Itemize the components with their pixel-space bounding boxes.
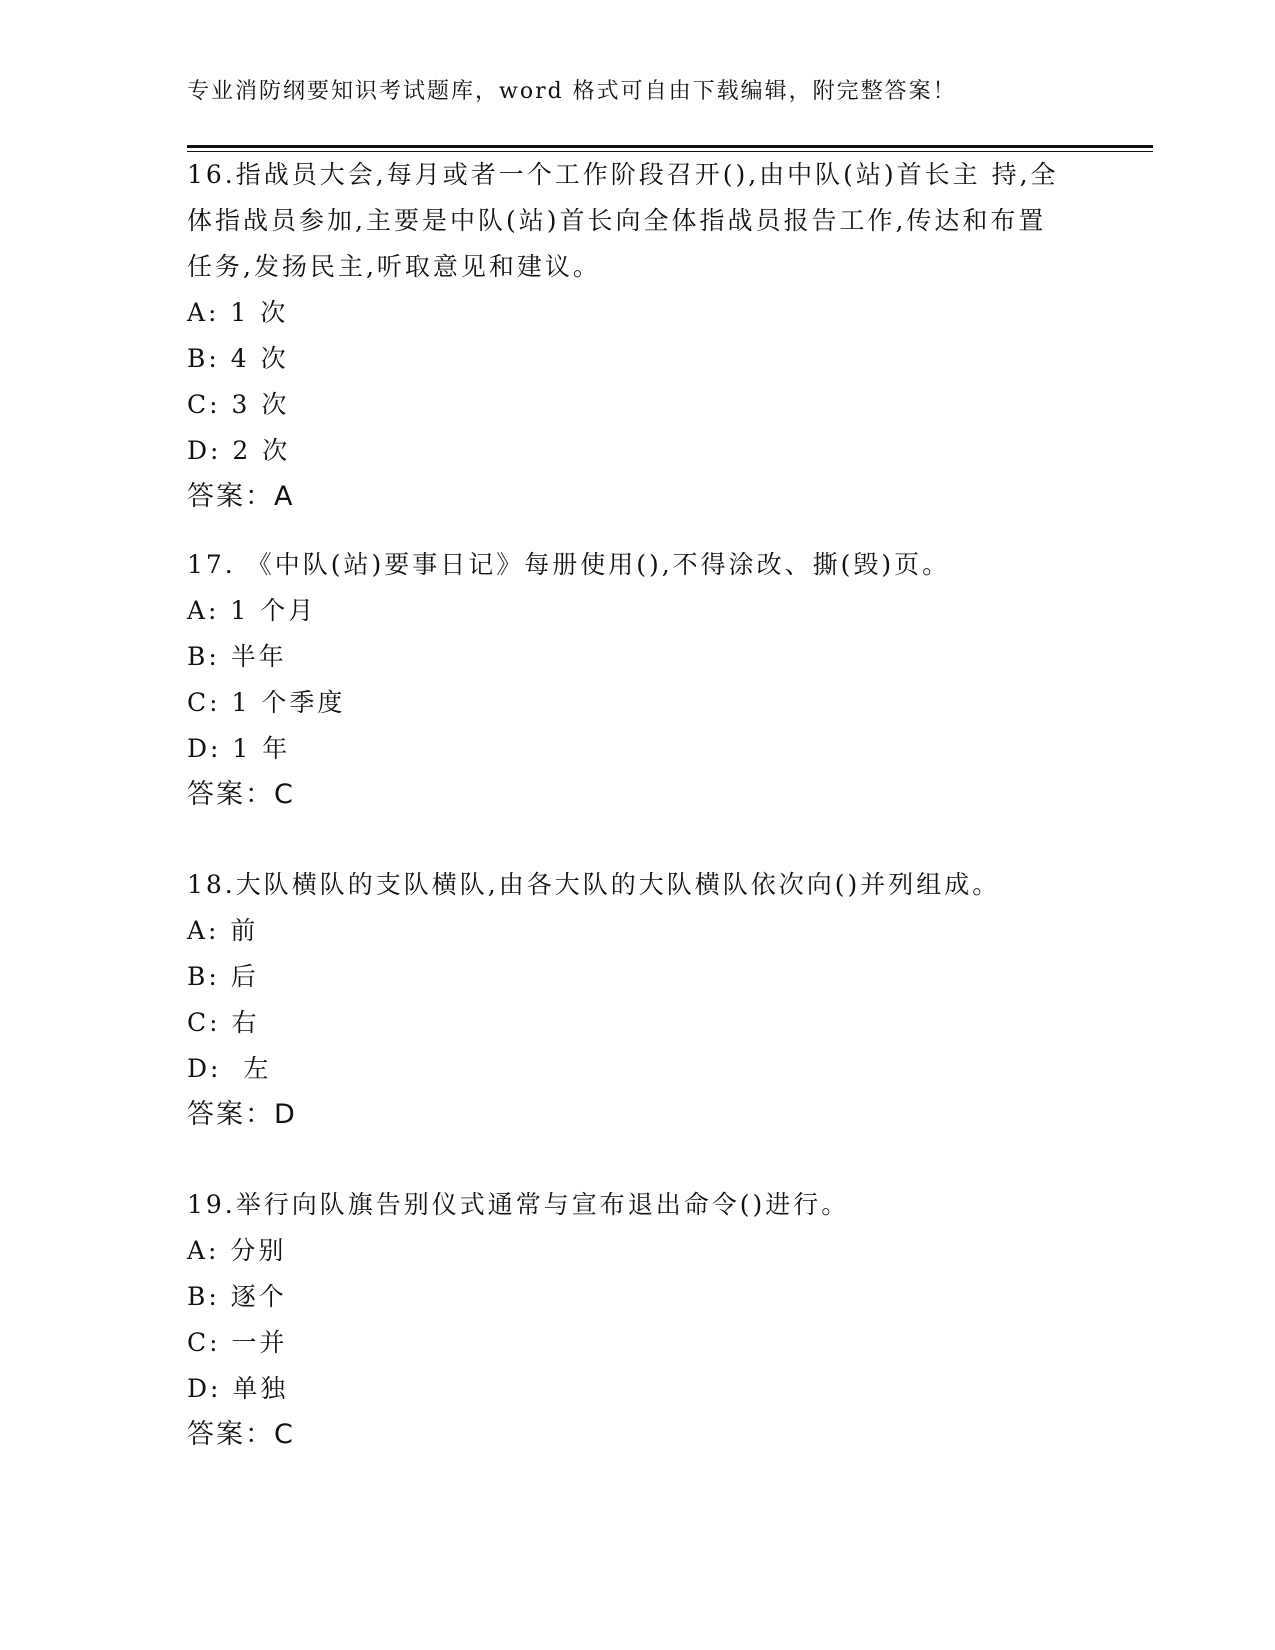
question-19 — [187, 1182, 1067, 1458]
option-d: D: 1 年 — [187, 734, 291, 763]
question-stem: 17. 《中队(站)要事日记》每册使用(),不得涂改、撕(毁)页。 — [187, 550, 951, 579]
option-b: B: 后 — [187, 962, 259, 991]
option-b: B: 逐个 — [187, 1282, 287, 1311]
answer-label: 答案：A — [187, 481, 295, 512]
option-c: C: 一并 — [187, 1328, 288, 1357]
option-c: C: 1 个季度 — [187, 688, 346, 717]
header-rule — [187, 145, 1153, 152]
question-stem: 18.大队横队的支队横队,由各大队的大队横队依次向()并列组成。 — [187, 870, 1001, 899]
option-a: A: 分别 — [187, 1236, 287, 1265]
page-header: 专业消防纲要知识考试题库，word 格式可自由下载编辑，附完整答案！ — [187, 79, 957, 104]
option-a: A: 1 次 — [187, 298, 289, 327]
question-17 — [187, 542, 1067, 818]
option-c: C: 3 次 — [187, 390, 290, 419]
option-a: A: 前 — [187, 916, 259, 945]
question-stem: 16.指战员大会,每月或者一个工作阶段召开(),由中队(站)首长主 持,全体指战员参加,主要是中队(站)首长向全体指战员报告工作,传达和布置任务,发扬民主,听取意见和建议。 — [187, 160, 1059, 281]
option-c: C: 右 — [187, 1008, 260, 1037]
option-b: B: 半年 — [187, 642, 287, 671]
question-18 — [187, 862, 1067, 1138]
option-d: D: 单独 — [187, 1374, 289, 1403]
option-d: D: 2 次 — [187, 436, 291, 465]
question-16 — [187, 152, 1067, 520]
option-b: B: 4 次 — [187, 344, 289, 373]
option-a: A: 1 个月 — [187, 596, 317, 625]
option-d: D: 左 — [187, 1054, 272, 1083]
question-stem: 19.举行向队旗告别仪式通常与宣布退出命令()进行。 — [187, 1190, 850, 1219]
answer-label: 答案：D — [187, 1099, 297, 1130]
answer-label: 答案：C — [187, 1419, 295, 1450]
answer-label: 答案：C — [187, 779, 295, 810]
